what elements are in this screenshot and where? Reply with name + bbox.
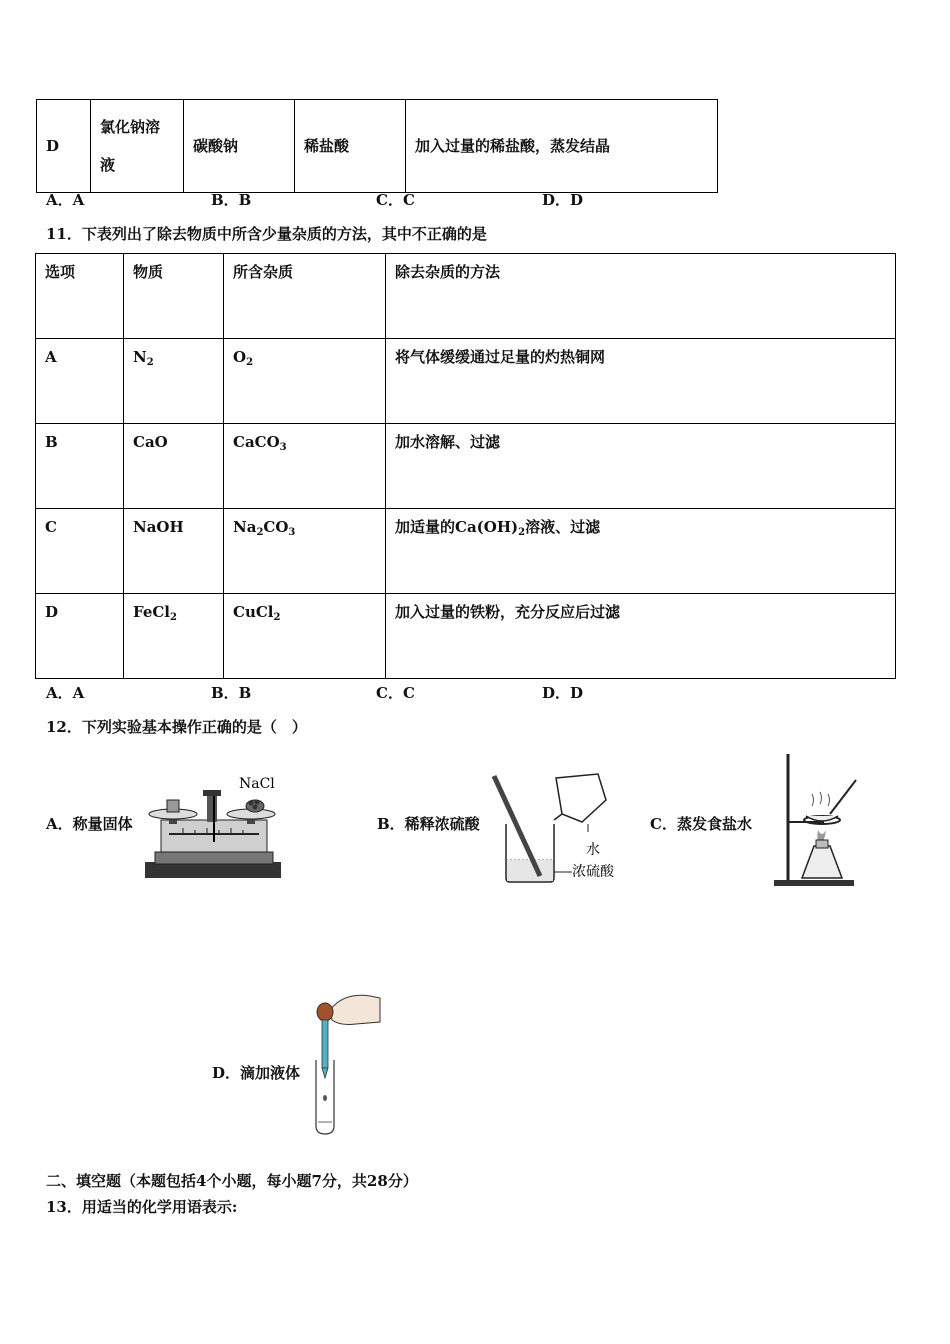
option-b: B．B [211, 684, 252, 702]
row-method: 将气体缓缓通过足量的灼热铜网 [395, 348, 606, 366]
evaporating-dish-icon [806, 816, 838, 821]
table-row [36, 594, 896, 679]
q12-stem: 12．下列实验基本操作正确的是（ ） [46, 718, 307, 736]
row-method: 加适量的$Ca(OH)_2$溶液、过滤 [395, 518, 601, 538]
q11-header-option: 选项 [36, 254, 124, 339]
q11-table [35, 253, 896, 679]
top-cell-method: 加入过量的稀盐酸，蒸发结晶 [406, 100, 718, 193]
row-impurity: $O_2$ [233, 348, 254, 368]
weight-icon [167, 800, 179, 812]
q12-option-a-label: A．称量固体 [46, 815, 133, 833]
row-option: C [45, 518, 57, 536]
option-b: B．B [211, 191, 252, 209]
q11-header-substance: 物质 [124, 254, 224, 339]
q12-option-c-label: C．蒸发食盐水 [650, 815, 752, 833]
row-substance: CaO [133, 433, 168, 451]
table-row [36, 509, 896, 594]
q11-header-method: 除去杂质的方法 [386, 254, 896, 339]
top-cell-substance: 氯化钠溶液 [91, 100, 184, 193]
evaporation-figure [770, 750, 866, 890]
row-substance: NaOH [133, 518, 184, 536]
row-substance: $N_2$ [133, 348, 154, 368]
hand-icon [330, 995, 380, 1024]
section-2-title: 二、填空题（本题包括4个小题，每小题7分，共28分） [46, 1172, 418, 1190]
q11-header-impurity: 所含杂质 [224, 254, 386, 339]
top-cell-reagent: 稀盐酸 [295, 100, 406, 193]
q11-stem: 11．下表列出了除去物质中所含少量杂质的方法，其中不正确的是 [46, 225, 487, 243]
nacl-label: NaCl [239, 776, 275, 792]
dropper-figure [300, 990, 384, 1138]
water-label: 水 [586, 842, 600, 858]
row-option: B [45, 433, 58, 451]
option-a: A．A [46, 191, 85, 209]
option-d: D．D [542, 684, 584, 702]
row-option: A [45, 348, 57, 366]
q12-option-b-label: B．稀释浓硫酸 [377, 815, 480, 833]
row-method: 加入过量的铁粉，充分反应后过滤 [395, 603, 621, 621]
dilution-figure [488, 770, 630, 886]
option-a: A．A [46, 684, 85, 702]
option-c: C．C [376, 191, 415, 209]
row-impurity: CaCO$_3$ [233, 433, 287, 453]
row-impurity: $Na_2CO_3$ [233, 518, 296, 538]
top-cell-impurity: 碳酸钠 [184, 100, 295, 193]
row-option: D [45, 603, 59, 621]
row-impurity: CuCl$_2$ [233, 603, 281, 623]
option-d: D．D [542, 191, 584, 209]
q12-option-d-label: D．滴加液体 [212, 1064, 301, 1082]
q13-stem: 13．用适当的化学用语表示: [46, 1198, 238, 1216]
dropper-bulb-icon [317, 1003, 333, 1021]
table-row [36, 339, 896, 424]
alcohol-lamp-icon [802, 846, 842, 878]
acid-label: 浓硫酸 [572, 864, 614, 880]
option-c: C．C [376, 684, 415, 702]
balance-figure [143, 770, 285, 882]
row-method: 加水溶解、过滤 [395, 433, 501, 451]
top-cell-option: D [37, 100, 91, 193]
table-row [36, 424, 896, 509]
top-table [36, 99, 718, 193]
row-substance: FeCl$_2$ [133, 603, 177, 623]
